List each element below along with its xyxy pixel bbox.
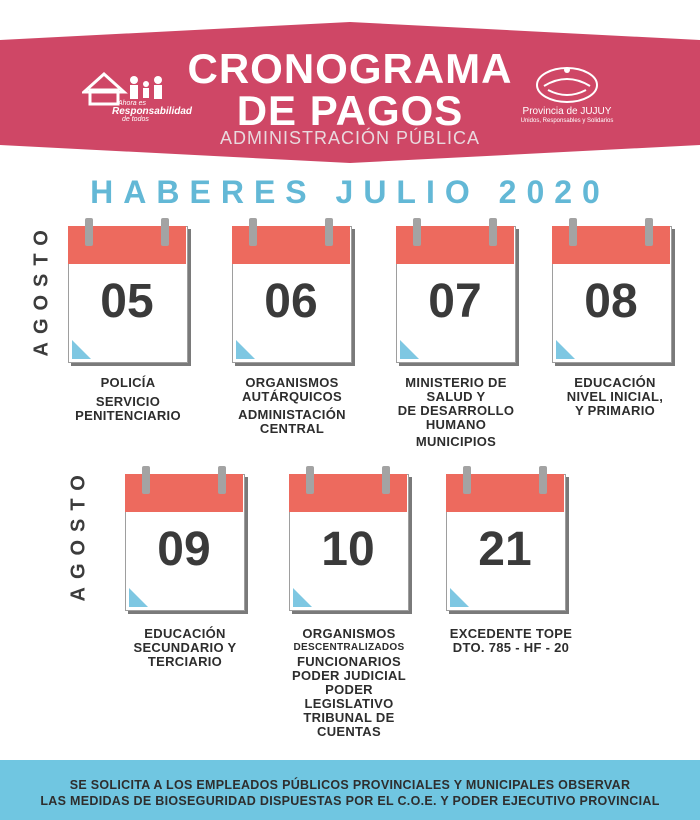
page-subtitle: ADMINISTRACIÓN PÚBLICA [219, 128, 481, 148]
calendar-ring-icon [218, 466, 226, 494]
schedule-label-06: ORGANISMOS AUTÁRQUICOS ADMINISTACIÓN CENTRAL [238, 375, 346, 436]
schedule-label-21: EXCEDENTE TOPE DTO. 785 - HF - 20 [449, 626, 573, 655]
calendar-ring-icon [382, 466, 390, 494]
calendar-ring-icon [161, 218, 169, 246]
calendar-day-number: 09 [157, 523, 211, 576]
calendar-ring-icon [539, 466, 547, 494]
footer-line-2: LAS MEDIDAS DE BIOSEGURIDAD DISPUESTAS POR EL C.O.E. Y PODER EJECUTIVO PROVINCIAL [40, 794, 660, 808]
calendar-day-number: 10 [321, 523, 375, 576]
calendar-ring-icon [85, 218, 93, 246]
calendar-day-number: 05 [100, 275, 154, 328]
month-label-row2: AGOSTO [67, 467, 90, 602]
calendar-day-05 [68, 218, 188, 363]
calendar-ring-icon [325, 218, 333, 246]
page-curl-icon [236, 340, 255, 359]
calendar-day-21 [446, 466, 566, 611]
calendar-day-07 [396, 218, 516, 363]
provincia-jujuy-logo [512, 64, 622, 128]
page-curl-icon [400, 340, 419, 359]
calendar-day-number: 21 [478, 523, 532, 576]
calendar-day-08 [552, 218, 672, 363]
province-name: Provincia de JUJUY [522, 106, 612, 117]
section-heading: HABERES JULIO 2020 [90, 174, 610, 210]
calendar-day-06 [232, 218, 352, 363]
logo-text-1: Ahora es [118, 100, 147, 107]
page-curl-icon [556, 340, 575, 359]
logo-text-3: de todos [122, 116, 149, 123]
calendar-day-09 [125, 466, 245, 611]
schedule-label-09: EDUCACIÓN SECUNDARIO Y TERCIARIO [133, 626, 237, 669]
schedule-label-10: ORGANISMOS DESCENTRALIZADOS FUNCIONARIOS PODER JUDICIAL PODER LEGISLATIVO TRIBUNAL DE CUENTAS [292, 626, 406, 739]
calendar-ring-icon [489, 218, 497, 246]
page-curl-icon [129, 588, 148, 607]
footer-line-1: SE SOLICITA A LOS EMPLEADOS PÚBLICOS PROVINCIALES Y MUNICIPALES OBSERVAR [69, 778, 631, 792]
jujuy-emblem-icon [512, 64, 622, 106]
calendar-day-10 [289, 466, 409, 611]
page-curl-icon [72, 340, 91, 359]
schedule-label-07: MINISTERIO DE SALUD Y DE DESARROLLO HUMANO MUNICIPIOS [397, 375, 515, 449]
page-curl-icon [450, 588, 469, 607]
calendar-ring-icon [249, 218, 257, 246]
calendar-ring-icon [569, 218, 577, 246]
calendar-ring-icon [645, 218, 653, 246]
schedule-label-05: POLICÍA SERVICIO PENITENCIARIO [75, 375, 181, 423]
calendar-ring-icon [142, 466, 150, 494]
calendar-day-number: 08 [584, 275, 638, 328]
calendar-day-number: 07 [428, 275, 482, 328]
page-title-line2: DE PAGOS [236, 87, 464, 134]
calendar-ring-icon [306, 466, 314, 494]
calendar-ring-icon [463, 466, 471, 494]
page-title-line1: CRONOGRAMA [187, 45, 513, 92]
schedule-label-08: EDUCACIÓN NIVEL INICIAL, Y PRIMARIO [566, 375, 664, 418]
logo-text-2: Responsabilidad [112, 106, 193, 117]
month-label-row1: AGOSTO [30, 222, 53, 357]
footer-notice [0, 760, 700, 820]
page-curl-icon [293, 588, 312, 607]
province-tagline: Unidos, Responsables y Solidarios [520, 118, 614, 124]
calendar-day-number: 06 [264, 275, 318, 328]
calendar-ring-icon [413, 218, 421, 246]
